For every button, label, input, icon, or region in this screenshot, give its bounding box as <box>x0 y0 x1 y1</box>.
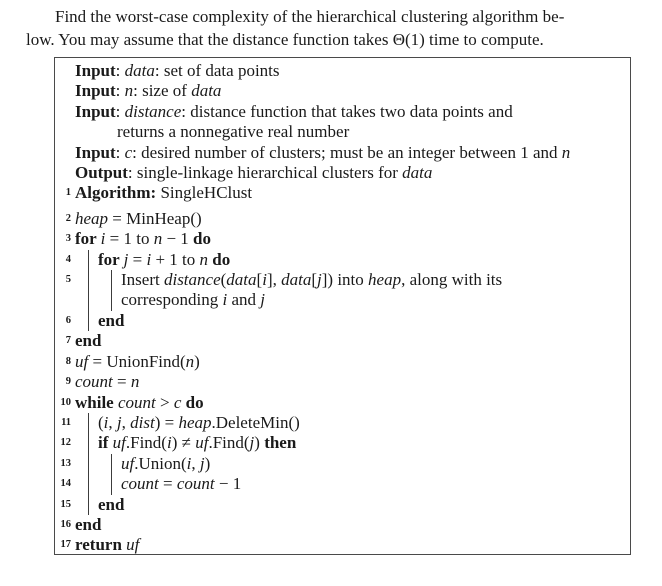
text-segment: ], <box>266 270 282 290</box>
code-text <box>75 515 101 535</box>
algorithm-io-line <box>55 102 630 122</box>
indent-guide <box>98 474 121 494</box>
text-segment: i <box>103 412 109 432</box>
text-segment: i <box>100 229 106 249</box>
indent-guide <box>75 474 98 494</box>
text-segment: for <box>98 249 124 269</box>
text-segment: ]) into <box>321 270 369 290</box>
code-text <box>121 270 502 290</box>
text-segment: count <box>75 372 113 392</box>
line-number: 9 <box>65 376 71 388</box>
text-segment: dist <box>130 412 155 432</box>
text-segment: uf <box>121 453 135 473</box>
problem-line-1: Find the worst-case complexity of the hierarchical clustering algorithm be- <box>55 7 565 26</box>
text-segment: data <box>226 270 257 290</box>
algorithm-lines-block <box>55 183 630 555</box>
text-segment: = MinHeap() <box>108 208 202 228</box>
line-number: 16 <box>60 518 71 530</box>
algorithm-line <box>55 270 630 290</box>
text-segment: Input <box>75 142 116 162</box>
indent-guide <box>75 250 98 270</box>
text-segment: : distance function that takes two data points and <box>181 101 513 121</box>
text-segment: corresponding <box>121 290 223 310</box>
algorithm-line <box>55 290 630 310</box>
text-segment: .Find( <box>208 433 250 453</box>
text-segment: n <box>130 372 140 392</box>
text-segment: uf <box>112 433 126 453</box>
text-segment: ) <box>194 351 200 371</box>
algorithm-io-line <box>55 61 630 81</box>
text-segment: : <box>115 61 125 80</box>
line-number: 5 <box>65 274 71 286</box>
code-text <box>75 209 202 229</box>
text-segment: Output <box>75 163 128 183</box>
code-text <box>75 535 139 555</box>
indent-guide <box>75 433 98 453</box>
text-segment: = UnionFind( <box>88 351 186 371</box>
indent-guide <box>98 290 121 310</box>
algorithm-line <box>55 393 630 413</box>
text-segment: .Find( <box>125 433 167 453</box>
line-number: 6 <box>65 314 71 326</box>
text-segment: ( <box>220 270 227 290</box>
text-segment: do <box>185 392 204 412</box>
code-text <box>121 474 241 494</box>
text-segment: , along with its <box>401 270 503 290</box>
algorithm-line <box>55 250 630 270</box>
text-segment: data <box>281 270 312 290</box>
text-segment: i <box>146 249 152 269</box>
line-number: 3 <box>65 233 71 245</box>
text-segment: and <box>227 290 261 310</box>
line-number: 8 <box>65 355 71 367</box>
algorithm-line <box>55 311 630 331</box>
algorithm-line <box>55 352 630 372</box>
line-number: 12 <box>60 437 71 449</box>
text-segment: : size of <box>133 81 192 101</box>
text-segment: count <box>117 392 156 412</box>
algorithm-line <box>55 413 630 433</box>
text-segment: j <box>260 290 266 310</box>
line-number: 11 <box>61 416 71 428</box>
text-segment: while <box>75 392 118 412</box>
text-segment: if <box>98 433 113 453</box>
line-number: 17 <box>60 539 71 551</box>
text-segment: i <box>222 290 228 310</box>
text-segment: do <box>193 229 212 249</box>
text-segment: then <box>264 433 297 453</box>
line-number: 10 <box>60 396 71 408</box>
text-segment: : <box>115 142 125 162</box>
algorithm-box <box>54 57 631 555</box>
code-text <box>75 352 200 372</box>
code-text <box>98 495 124 515</box>
text-segment: − 1 <box>214 474 242 494</box>
text-segment: ( <box>98 412 104 432</box>
text-segment: n <box>185 351 195 371</box>
indent-guide <box>98 270 121 290</box>
line-number: 13 <box>60 457 71 469</box>
text-segment: = <box>158 474 177 494</box>
line-number: 4 <box>65 253 71 265</box>
text-segment: i <box>166 433 172 453</box>
text-segment: [ <box>311 270 318 290</box>
text-segment: end <box>75 331 102 351</box>
line-number: 1 <box>65 187 71 199</box>
text-segment: n <box>124 81 134 101</box>
line-number: 14 <box>60 478 71 490</box>
code-text <box>98 311 124 331</box>
text-segment: data <box>124 61 155 80</box>
text-segment: : set of data points <box>154 61 280 80</box>
algorithm-io-block <box>55 61 630 183</box>
text-segment: c <box>173 392 182 412</box>
line-number: 15 <box>60 498 71 510</box>
text-segment: return <box>75 535 127 555</box>
text-segment: end <box>98 310 125 330</box>
algorithm-io-line <box>55 163 630 183</box>
text-segment: .DeleteMin() <box>211 412 300 432</box>
indent-guide <box>75 270 98 290</box>
text-segment: + 1 to <box>151 249 200 269</box>
text-segment: n <box>561 142 571 162</box>
text-segment: heap <box>178 412 212 432</box>
text-segment: heap <box>75 208 109 228</box>
text-segment: end <box>75 514 102 534</box>
algorithm-line <box>55 372 630 392</box>
code-text <box>75 229 211 249</box>
algorithm-line <box>55 495 630 515</box>
code-text <box>75 393 204 413</box>
code-text <box>75 372 139 392</box>
text-segment: , <box>108 412 117 432</box>
algorithm-line <box>55 515 630 535</box>
indent-guide <box>75 290 98 310</box>
algorithm-line <box>55 433 630 453</box>
text-segment: distance <box>163 270 221 290</box>
text-segment: = <box>128 249 147 269</box>
text-segment: , <box>191 453 200 473</box>
text-segment: Insert <box>121 270 164 290</box>
text-segment: ) ≠ <box>171 433 196 453</box>
code-text <box>98 250 230 270</box>
text-segment: count <box>176 474 215 494</box>
text-segment: Input <box>75 61 116 80</box>
text-segment: i <box>262 270 267 290</box>
text-segment: : desired number of clusters; must be an integer between 1 and <box>132 142 562 162</box>
text-segment: data <box>191 81 222 101</box>
text-segment: = 1 to <box>105 229 154 249</box>
text-segment: = <box>112 372 131 392</box>
text-segment: : <box>115 101 125 121</box>
text-segment: uf <box>195 433 209 453</box>
algorithm-line <box>55 229 630 249</box>
text-segment: j <box>199 453 205 473</box>
text-segment: Algorithm: <box>75 183 161 203</box>
code-text <box>75 331 101 351</box>
code-text <box>75 183 252 203</box>
text-segment: uf <box>126 535 140 555</box>
text-segment: : <box>115 81 125 101</box>
code-text <box>121 454 210 474</box>
code-text <box>121 290 265 310</box>
text-segment: > <box>155 392 174 412</box>
algorithm-io-line <box>55 81 630 101</box>
line-number: 2 <box>65 212 71 224</box>
text-segment: for <box>75 229 101 249</box>
algorithm-line <box>55 454 630 474</box>
text-segment: n <box>153 229 163 249</box>
text-segment: returns a nonnegative real number <box>117 122 350 142</box>
indent-guide <box>75 495 98 515</box>
code-text <box>98 413 300 433</box>
text-segment: heap <box>368 270 402 290</box>
text-segment: count <box>121 474 159 494</box>
algorithm-line <box>55 183 630 203</box>
indent-guide <box>98 454 121 474</box>
algorithm-io-line <box>55 122 630 142</box>
problem-line-2: low. You may assume that the distance function takes Θ(1) time to compute. <box>26 29 544 49</box>
text-segment: .Union( <box>134 453 187 473</box>
problem-statement <box>26 6 638 51</box>
text-segment: : single-linkage hierarchical clusters for <box>127 163 403 183</box>
algorithm-line <box>55 535 630 555</box>
text-segment: Input <box>75 101 116 121</box>
text-segment: j <box>317 270 322 290</box>
text-segment: n <box>199 249 209 269</box>
text-segment: i <box>186 453 192 473</box>
text-segment: j <box>249 433 255 453</box>
text-segment: ) = <box>154 412 179 432</box>
text-segment: ) <box>204 453 211 473</box>
indent-guide <box>75 311 98 331</box>
text-segment: [ <box>256 270 263 290</box>
algorithm-line <box>55 331 630 351</box>
line-number <box>55 290 75 310</box>
algorithm-line <box>55 474 630 494</box>
indent-guide <box>75 413 98 433</box>
indent-guide <box>75 454 98 474</box>
text-segment: , <box>121 412 131 432</box>
text-segment: distance <box>124 101 182 121</box>
text-segment: end <box>98 494 125 514</box>
text-segment: do <box>212 249 231 269</box>
algorithm-io-line <box>55 143 630 163</box>
algorithm-line <box>55 209 630 229</box>
text-segment: ) <box>254 433 265 453</box>
text-segment: SingleHClust <box>160 183 253 203</box>
line-number: 7 <box>65 335 71 347</box>
text-segment: uf <box>75 351 89 371</box>
text-segment: − 1 <box>162 229 194 249</box>
code-text <box>98 433 296 453</box>
text-segment: data <box>402 163 433 183</box>
text-segment: j <box>116 412 122 432</box>
text-segment: j <box>123 249 129 269</box>
text-segment: c <box>124 142 133 162</box>
text-segment: Input <box>75 81 116 101</box>
